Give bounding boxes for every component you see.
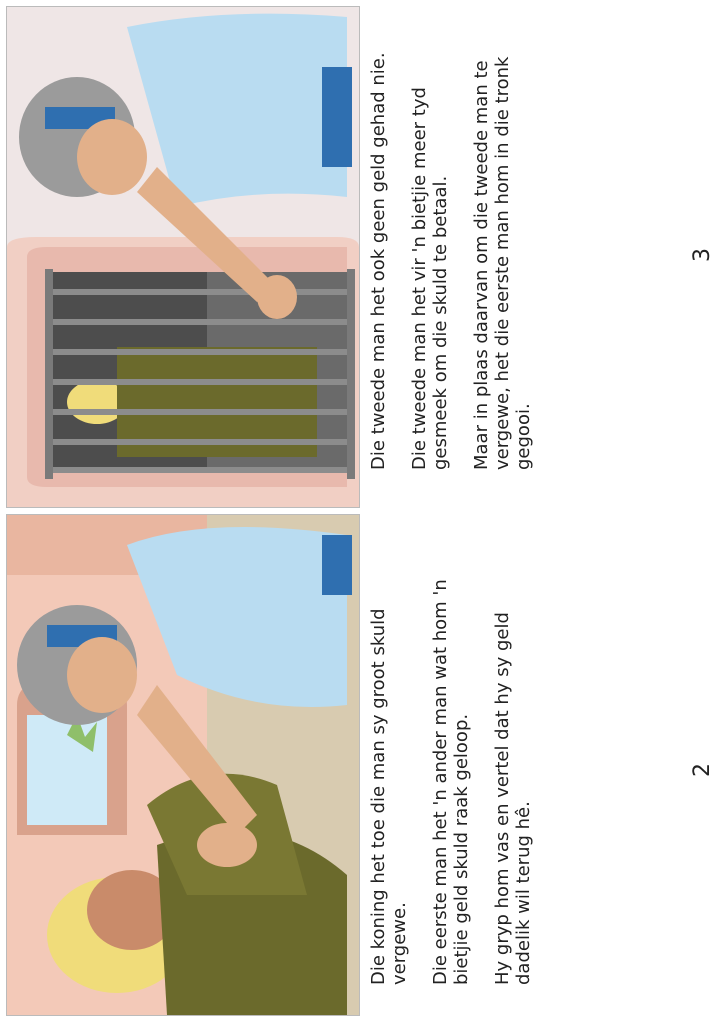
page-3-paragraph: Die tweede man het ook geen geld gehad nie. [368,52,389,470]
page-2-paragraph: Hy gryp hom vas en vertel dat hy sy geld dadelik wil terug hê. [492,612,534,985]
illustration-page-2 [6,514,360,1016]
page-number-3: 3 [690,248,715,262]
page-3-paragraph: Maar in plaas daarvan om die tweede man te vergewe, het die eerste man hom in die tronk gegooi. [471,56,534,470]
page-number-2: 2 [690,763,715,777]
page-2-text [368,565,628,985]
page-3-paragraph: Die tweede man het vir 'n bietjie meer tyd gesmeek om die skuld te betaal. [409,87,451,470]
illustration-page-3 [6,6,360,508]
page-3-text [368,50,628,470]
page-2-paragraph: Die koning het toe die man sy groot skuld vergewe. [368,608,410,985]
page-2-paragraph: Die eerste man het 'n ander man wat hom 'n bietjie geld skuld raak geloop. [430,579,472,985]
